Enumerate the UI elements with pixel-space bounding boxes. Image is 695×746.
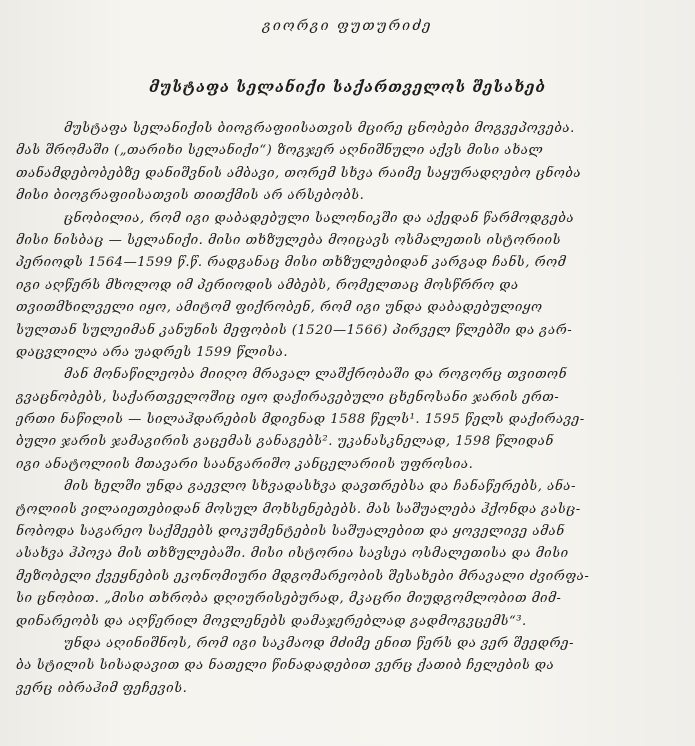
paragraph-3 — [16, 364, 684, 476]
text-line: ბა სტილის სისადავით და ნათელი წინადადებით ვერც ქათიბ ჩელების და — [16, 658, 555, 674]
text-line: ტოლიის ვილაიეთებიდან მოსულ მოხსენებებს. მას საშუალება ჰქონდა გასც- — [16, 501, 581, 517]
text-line: მეზობელი ქვეყნების ეკონომიური მდგომარეობის შესახები მრავალი ძვირფა- — [16, 568, 590, 584]
text-line: ასახვა ჰპოვა მის თხზულებაში. მისი ისტორია სავსეა ოსმალეთისა და მისი — [16, 546, 569, 562]
text-line: ნობოდა საგარეო საქმეებს დოკუმენტების საშუალებით და ყოველივე ამან — [16, 524, 565, 540]
text-line: მან მონაწილეობა მიიღო მრავალ ლაშქრობაში და როგორც თვითონ — [64, 367, 567, 383]
paragraph-1 — [16, 118, 684, 208]
text-line: გვაცნობებს, საქართველოშიც იყო დაქირავებული ცხენოსანი ჯარის ერთ- — [16, 389, 560, 405]
text-line: მუსტაფა სელანიქის ბიოგრაფიისათვის მცირე ცნობები მოგვეპოვება. — [64, 121, 575, 136]
text-line: იგი აღწერს მხოლოდ იმ პერიოდის ამბებს, რომელთაც მოსწრრო და — [16, 277, 519, 293]
page-title: მუსტაფა სელანიქი საქართველოს შესახებ — [149, 78, 546, 96]
text-line: თანამდებობებზე დანიშვნის ამბავი, თორემ სხვა რაიმე საყურადღებო ცნობა — [16, 165, 582, 181]
paragraph-2 — [16, 208, 684, 365]
text-line: მას შრომაში („თარიხი სელანიქი“) ზოგჯერ აღნიშნული აქვს მისი ახალ — [16, 143, 544, 159]
text-line: მისი ნისბაც — სელანიქი. მისი თხზულება მოიცავს ოსმალეთის ისტორიის — [16, 232, 562, 248]
text-line: დაცვლილა არა უადრეს 1599 წლისა. — [16, 344, 289, 360]
text-line: სულთან სულეიმან კანუნის მეფობის (1520—1566) პირველ წლებში და გარ- — [16, 322, 573, 338]
text-line: სი ცნობით. „მისი თხრობა დღიურისებურად, მკაცრი მიუდგომლობით მიმ- — [16, 591, 562, 607]
text-line: დინარეობს და აღწერილ მოვლენებს დამაჯერებლად გადმოგვცემს“³. — [16, 613, 527, 629]
author-name: გიორგი ფუთურიძე — [262, 18, 433, 34]
paragraph-4 — [16, 476, 684, 633]
text-line: ერთი ნაწილის — სილაჰდარების მდივნად 1588 წელს¹. 1595 წელს დაქირავე- — [16, 412, 585, 428]
text-line: პერიოდს 1564—1599 წ.წ. რადგანაც მისი თხზულებიდან კარგად ჩანს, რომ — [16, 255, 566, 271]
text-line: ცნობილია, რომ იგი დაბადებული სალონიკში და აქედან წარმოდგება — [64, 210, 575, 226]
article-body — [16, 118, 684, 700]
text-line: იგი ანატოლიის მთავარი საანგარიშო კანცელარიის უფროსია. — [16, 456, 474, 472]
text-line: ვერც იბრაჰიმ ფეჩევის. — [16, 680, 188, 696]
text-line: თვითმხილველი იყო, ამიტომ ფიქრობენ, რომ იგი უნდა დაბადებულიყო — [16, 300, 543, 316]
text-line: მისი ბიოგრაფიისათვის თითქმის არ არსებობს. — [16, 188, 365, 204]
text-line: ბული ჯარის ჯამაგირის გაცემას განაგებს². უკანასკნელად, 1598 წლიდან — [16, 434, 554, 450]
text-line: მის ხელში უნდა გაევლო სხვადასხვა დავთრებსა და ჩანაწერებს, ანა- — [64, 479, 576, 495]
paragraph-5 — [16, 633, 684, 700]
text-line: უნდა აღინიშნოს, რომ იგი საკმაოდ მძიმე ენით წერს და ვერ შეედრე- — [64, 635, 574, 651]
